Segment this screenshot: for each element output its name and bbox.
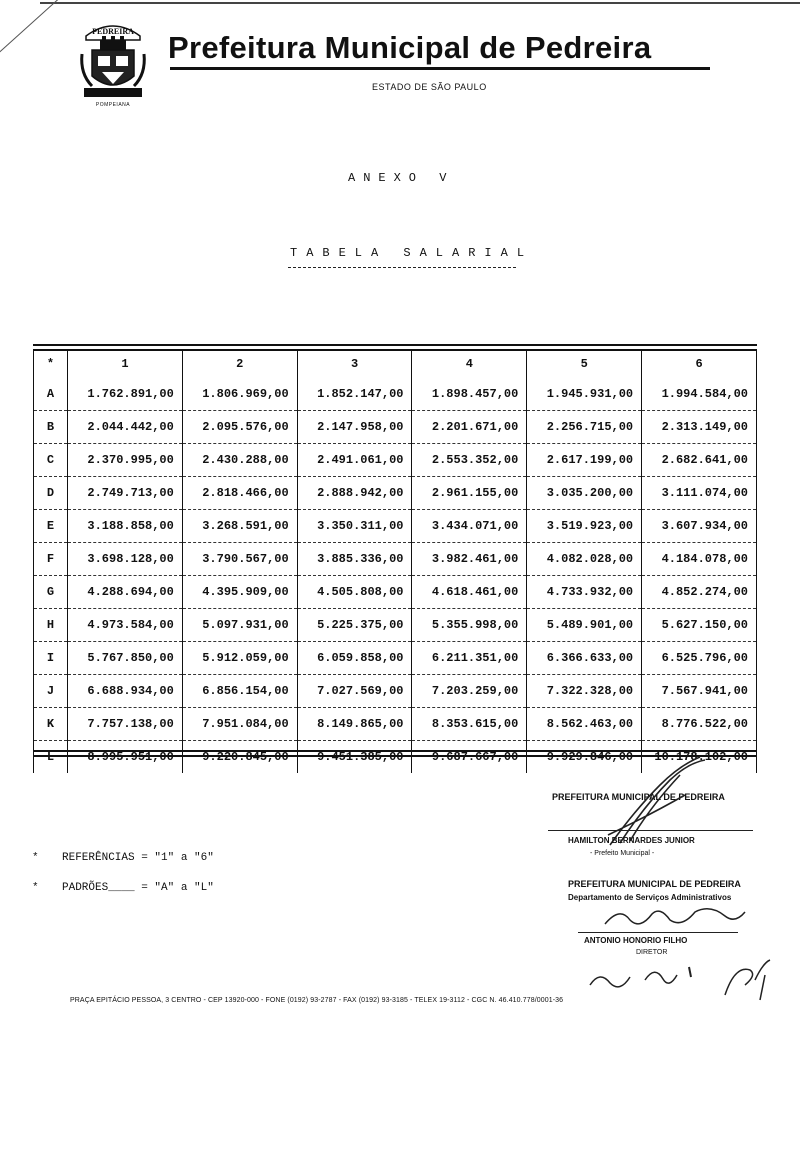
salary-cell: 5.627.150,00	[642, 609, 757, 642]
salary-cell: 2.553.352,00	[412, 444, 527, 477]
salary-cell: 9.687.667,00	[412, 741, 527, 774]
salary-cell: 5.355.998,00	[412, 609, 527, 642]
page-subtitle: ESTADO DE SÃO PAULO	[372, 82, 487, 92]
salary-cell: 9.929.846,00	[527, 741, 642, 774]
salary-cell: 10.178.102,00	[642, 741, 757, 774]
salary-cell: 6.366.633,00	[527, 642, 642, 675]
grade-label: A	[34, 378, 68, 411]
department-stamp: PREFEITURA MUNICIPAL DE PEDREIRA	[568, 879, 741, 889]
salary-cell: 7.203.259,00	[412, 675, 527, 708]
salary-cell: 7.567.941,00	[642, 675, 757, 708]
salary-cell: 6.059.858,00	[297, 642, 412, 675]
salary-cell: 2.961.155,00	[412, 477, 527, 510]
note-bullet: *	[32, 882, 39, 894]
crest-banner-text: PEDREIRA	[92, 27, 134, 36]
salary-cell: 6.525.796,00	[642, 642, 757, 675]
grade-label: D	[34, 477, 68, 510]
grade-label: L	[34, 741, 68, 774]
salary-cell: 8.149.865,00	[297, 708, 412, 741]
salary-cell: 3.790.567,00	[182, 543, 297, 576]
salary-cell: 5.225.375,00	[297, 609, 412, 642]
mayor-signature-line	[548, 830, 753, 831]
salary-cell: 2.682.641,00	[642, 444, 757, 477]
salary-cell: 2.491.061,00	[297, 444, 412, 477]
table-title: TABELA SALARIAL	[290, 246, 534, 260]
salary-cell: 3.982.461,00	[412, 543, 527, 576]
salary-cell: 7.951.084,00	[182, 708, 297, 741]
salary-cell: 1.994.584,00	[642, 378, 757, 411]
table-row	[34, 444, 757, 477]
salary-cell: 3.434.071,00	[412, 510, 527, 543]
table-row	[34, 477, 757, 510]
director-signature	[600, 902, 750, 932]
salary-cell: 3.607.934,00	[642, 510, 757, 543]
salary-cell: 6.688.934,00	[68, 675, 183, 708]
salary-cell: 2.044.442,00	[68, 411, 183, 444]
annex-heading: ANEXO V	[348, 171, 455, 185]
note-bullet: *	[32, 852, 39, 864]
salary-cell: 1.806.969,00	[182, 378, 297, 411]
director-role: DIRETOR	[636, 949, 668, 956]
salary-cell: 2.430.288,00	[182, 444, 297, 477]
grade-label: B	[34, 411, 68, 444]
mayor-stamp: PREFEITURA MUNICIPAL DE PEDREIRA	[552, 792, 725, 802]
salary-cell: 3.188.858,00	[68, 510, 183, 543]
column-header-2: 2	[182, 350, 297, 378]
salary-cell: 9.220.845,00	[182, 741, 297, 774]
column-header-5: 5	[527, 350, 642, 378]
salary-cell: 3.698.128,00	[68, 543, 183, 576]
page-title: Prefeitura Municipal de Pedreira	[168, 30, 652, 65]
salary-cell: 5.912.059,00	[182, 642, 297, 675]
note-references	[32, 852, 214, 864]
crest-town-label: POMPEIANA	[95, 102, 131, 108]
table-row	[34, 642, 757, 675]
salary-cell: 8.353.615,00	[412, 708, 527, 741]
salary-cell: 2.888.942,00	[297, 477, 412, 510]
director-name: ANTONIO HONORIO FILHO	[584, 936, 688, 945]
salary-cell: 4.395.909,00	[182, 576, 297, 609]
salary-cell: 9.451.385,00	[297, 741, 412, 774]
salary-cell: 4.082.028,00	[527, 543, 642, 576]
salary-cell: 1.898.457,00	[412, 378, 527, 411]
salary-cell: 2.617.199,00	[527, 444, 642, 477]
footer-address: PRAÇA EPITÁCIO PESSOA, 3 CENTRO - CEP 13920-000 - FONE (0192) 93-2787 - FAX (0192) 93-3185 - TELEX 19-3112 - CGC N. 46.410.778/0001-36	[70, 997, 564, 1004]
salary-cell: 7.027.569,00	[297, 675, 412, 708]
director-signature-line	[578, 932, 738, 933]
salary-cell: 6.856.154,00	[182, 675, 297, 708]
table-row	[34, 708, 757, 741]
salary-cell: 3.350.311,00	[297, 510, 412, 543]
salary-cell: 7.757.138,00	[68, 708, 183, 741]
table-row	[34, 609, 757, 642]
department-name: Departamento de Serviços Administrativos	[568, 893, 732, 902]
salary-cell: 5.097.931,00	[182, 609, 297, 642]
grade-label: H	[34, 609, 68, 642]
grade-label: F	[34, 543, 68, 576]
grade-label: E	[34, 510, 68, 543]
salary-cell: 8.995.951,00	[68, 741, 183, 774]
salary-cell: 2.370.995,00	[68, 444, 183, 477]
table-row	[34, 411, 757, 444]
grade-label: C	[34, 444, 68, 477]
mayor-role: - Prefeito Municipal -	[590, 850, 655, 857]
table-row	[34, 378, 757, 411]
salary-table	[33, 350, 757, 773]
salary-cell: 3.268.591,00	[182, 510, 297, 543]
table-row	[34, 543, 757, 576]
salary-cell: 4.852.274,00	[642, 576, 757, 609]
column-header-3: 3	[297, 350, 412, 378]
table-row	[34, 576, 757, 609]
salary-cell: 1.852.147,00	[297, 378, 412, 411]
salary-table-body	[34, 378, 757, 773]
grade-label: K	[34, 708, 68, 741]
corner-fold	[0, 0, 80, 61]
grade-label: G	[34, 576, 68, 609]
mayor-name: HAMILTON BERNARDES JUNIOR	[568, 836, 695, 845]
title-underline	[170, 67, 710, 70]
salary-cell: 2.818.466,00	[182, 477, 297, 510]
salary-cell: 2.749.713,00	[68, 477, 183, 510]
municipal-crest-logo	[78, 14, 148, 102]
column-header-1: 1	[68, 350, 183, 378]
grade-label: J	[34, 675, 68, 708]
salary-cell: 1.762.891,00	[68, 378, 183, 411]
salary-cell: 3.519.923,00	[527, 510, 642, 543]
salary-cell: 3.035.200,00	[527, 477, 642, 510]
table-row	[34, 675, 757, 708]
salary-cell: 1.945.931,00	[527, 378, 642, 411]
salary-cell: 3.885.336,00	[297, 543, 412, 576]
salary-cell: 4.505.808,00	[297, 576, 412, 609]
salary-cell: 4.733.932,00	[527, 576, 642, 609]
salary-cell: 4.184.078,00	[642, 543, 757, 576]
header-corner: *	[34, 350, 68, 378]
salary-cell: 6.211.351,00	[412, 642, 527, 675]
salary-cell: 3.111.074,00	[642, 477, 757, 510]
table-header-row	[34, 350, 757, 378]
salary-cell: 2.147.958,00	[297, 411, 412, 444]
table-row	[34, 510, 757, 543]
salary-cell: 4.288.694,00	[68, 576, 183, 609]
salary-cell: 7.322.328,00	[527, 675, 642, 708]
salary-cell: 5.767.850,00	[68, 642, 183, 675]
column-header-4: 4	[412, 350, 527, 378]
salary-cell: 8.776.522,00	[642, 708, 757, 741]
note-standards	[32, 882, 214, 894]
salary-cell: 2.256.715,00	[527, 411, 642, 444]
scan-edge	[40, 2, 800, 4]
table-title-underline	[288, 267, 516, 268]
column-header-6: 6	[642, 350, 757, 378]
salary-cell: 2.201.671,00	[412, 411, 527, 444]
grade-label: I	[34, 642, 68, 675]
salary-cell: 8.562.463,00	[527, 708, 642, 741]
salary-cell: 2.095.576,00	[182, 411, 297, 444]
salary-cell: 5.489.901,00	[527, 609, 642, 642]
salary-cell: 4.973.584,00	[68, 609, 183, 642]
note-text: REFERÊNCIAS = "1" a "6"	[62, 852, 214, 864]
salary-cell: 2.313.149,00	[642, 411, 757, 444]
initials-signature	[585, 955, 775, 1010]
note-text: PADRÕES____ = "A" a "L"	[62, 882, 214, 894]
salary-cell: 4.618.461,00	[412, 576, 527, 609]
